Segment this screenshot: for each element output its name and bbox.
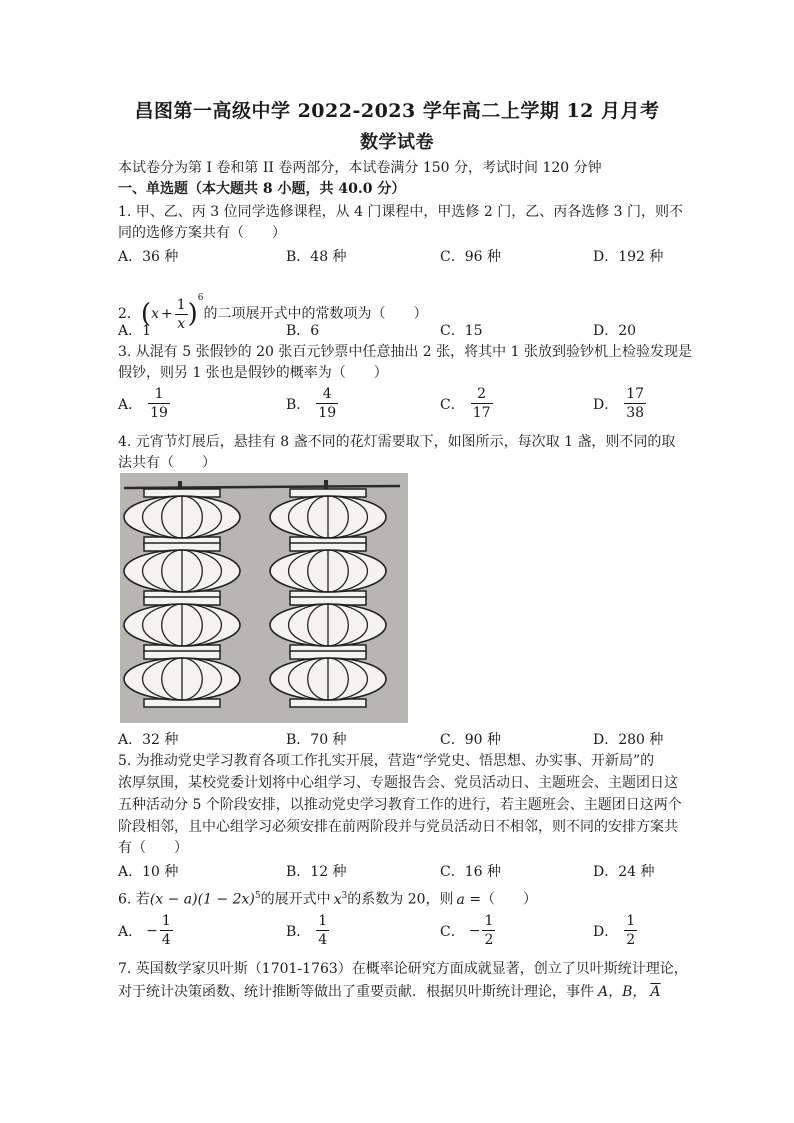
- q2-text: 的二项展开式中的常数项为（ ）: [203, 306, 428, 322]
- q6-option-d: D． $\frac{1}{2}$: [593, 913, 636, 948]
- q6-option-c: C． − $\frac{1}{2}$: [440, 913, 494, 948]
- lantern-figure: [120, 473, 408, 723]
- q2-options: [118, 320, 678, 342]
- q4-option-d: D．280 种: [593, 732, 664, 748]
- q6-line: 6. 若$(x - a)(1 - 2x)^5$的展开式中 $x^3$的系数为 20，则 a =（ ）: [118, 891, 538, 908]
- right-lantern-3: [270, 597, 386, 653]
- q4-line2: 法共有（ ）: [118, 455, 216, 471]
- q6-option-a: A． − $\frac{1}{4}$: [118, 913, 171, 948]
- right-lantern-4: [270, 651, 386, 707]
- q3-line2: 假钞，则另 1 张也是假钞的概率为（ ）: [118, 365, 388, 381]
- q4-line1: 4. 元宵节灯展后，悬挂有 8 盏不同的花灯需要取下，如图所示，每次取 1 盏，则不同的取: [118, 434, 676, 450]
- q4-options: [118, 729, 678, 751]
- lantern-column-right: [270, 489, 386, 707]
- q1-option-d: D．192 种: [593, 249, 664, 265]
- q3-options: [118, 385, 678, 425]
- q5-options: [118, 861, 678, 883]
- q5-line2: 浓厚氛围，某校党委计划将中心组学习、专题报告会、党员活动日、主题班会、主题团日这: [118, 775, 678, 791]
- q5-option-d: D．24 种: [593, 864, 655, 880]
- q1-option-a: A．36 种: [118, 249, 179, 265]
- q2-option-b: B．6: [286, 323, 320, 339]
- q1-option-c: C．96 种: [440, 249, 501, 265]
- right-lantern-2: [270, 543, 386, 599]
- q2-right-paren: ): [187, 299, 198, 329]
- right-lantern-1: [270, 489, 386, 545]
- q4-option-a: A．32 种: [118, 732, 179, 748]
- exam-subtitle: 数学试卷: [360, 132, 434, 153]
- section-heading: 一、单选题（本大题共 8 小题，共 40.0 分）: [118, 181, 406, 197]
- left-lantern-3: [124, 597, 240, 653]
- q3-option-a: A． $\frac{1}{19}$: [118, 386, 168, 421]
- q2-power: 6: [197, 293, 204, 303]
- exam-title: 昌图第一高级中学 2022-2023 学年高二上学期 12 月月考: [134, 100, 660, 122]
- q7-line1: 7. 英国数学家贝叶斯（1701-1763）在概率论研究方面成就显著，创立了贝叶斯统计理论，: [118, 961, 688, 977]
- q2-number: 2．: [118, 306, 141, 322]
- intro-text: 本试卷分为第 I 卷和第 II 卷两部分，本试卷满分 150 分，考试时间 120 分钟: [118, 160, 602, 176]
- q2-option-a: A．1: [118, 323, 152, 339]
- q2-frac-den: x: [177, 315, 186, 332]
- q5-line1: 5. 为推动党史学习教育各项工作扎实开展，营造“学党史、悟思想、办实事、开新局”的: [118, 753, 655, 769]
- left-lantern-4: [124, 651, 240, 707]
- lantern-illustration: [120, 473, 408, 723]
- lantern-column-left: [124, 489, 240, 707]
- q6-options: [118, 912, 678, 954]
- q2-plus: +: [160, 306, 173, 322]
- q5-option-b: B．12 种: [286, 864, 347, 880]
- q6-option-b: B． $\frac{1}{4}$: [286, 913, 328, 948]
- q5-option-a: A．10 种: [118, 864, 179, 880]
- q4-option-c: C．90 种: [440, 732, 501, 748]
- q1-line2: 同的选修方案共有（ ）: [118, 225, 286, 241]
- q3-option-c: C． $\frac{2}{17}$: [440, 386, 491, 421]
- q5-line5: 有（ ）: [118, 840, 188, 856]
- q3-line1: 3. 从混有 5 张假钞的 20 张百元钞票中任意抽出 2 张，将其中 1 张放到验钞机上检验发现是: [118, 344, 692, 360]
- left-lantern-2: [124, 543, 240, 599]
- q2-left-paren: (: [140, 299, 152, 329]
- hanging-rod: [124, 486, 400, 488]
- q2-x: x: [151, 306, 159, 322]
- left-lantern-1: [124, 489, 240, 545]
- q1-line1: 1. 甲、乙、丙 3 位同学选修课程，从 4 门课程中，甲选修 2 门，乙、丙各选修 3 门，则不: [118, 204, 684, 220]
- q1-options: [118, 246, 678, 268]
- q2-option-d: D．20: [593, 323, 637, 339]
- q6-expression: (x − a)(1 − 2x): [149, 891, 255, 908]
- q5-line3: 五种活动分 5 个阶段安排，以推动党史学习教育工作的进行，若主题班会、主题团日这两个: [118, 797, 682, 813]
- q5-line4: 阶段相邻，且中心组学习必须安排在前两阶段并与党员活动日不相邻，则不同的安排方案共: [118, 819, 678, 835]
- q2-frac-num: 1: [176, 296, 186, 313]
- q1-option-b: B．48 种: [286, 249, 347, 265]
- q3-option-b: B． $\frac{4}{19}$: [286, 386, 337, 421]
- q7-line2: 对于统计决策函数、统计推断等做出了重要贡献．根据贝叶斯统计理论，事件 A，B， $\overline{A}$: [118, 984, 661, 1000]
- q2-option-c: C．15: [440, 323, 483, 339]
- q4-option-b: B．70 种: [286, 732, 347, 748]
- q5-option-c: C．16 种: [440, 864, 501, 880]
- q3-option-d: D． $\frac{17}{38}$: [593, 386, 645, 421]
